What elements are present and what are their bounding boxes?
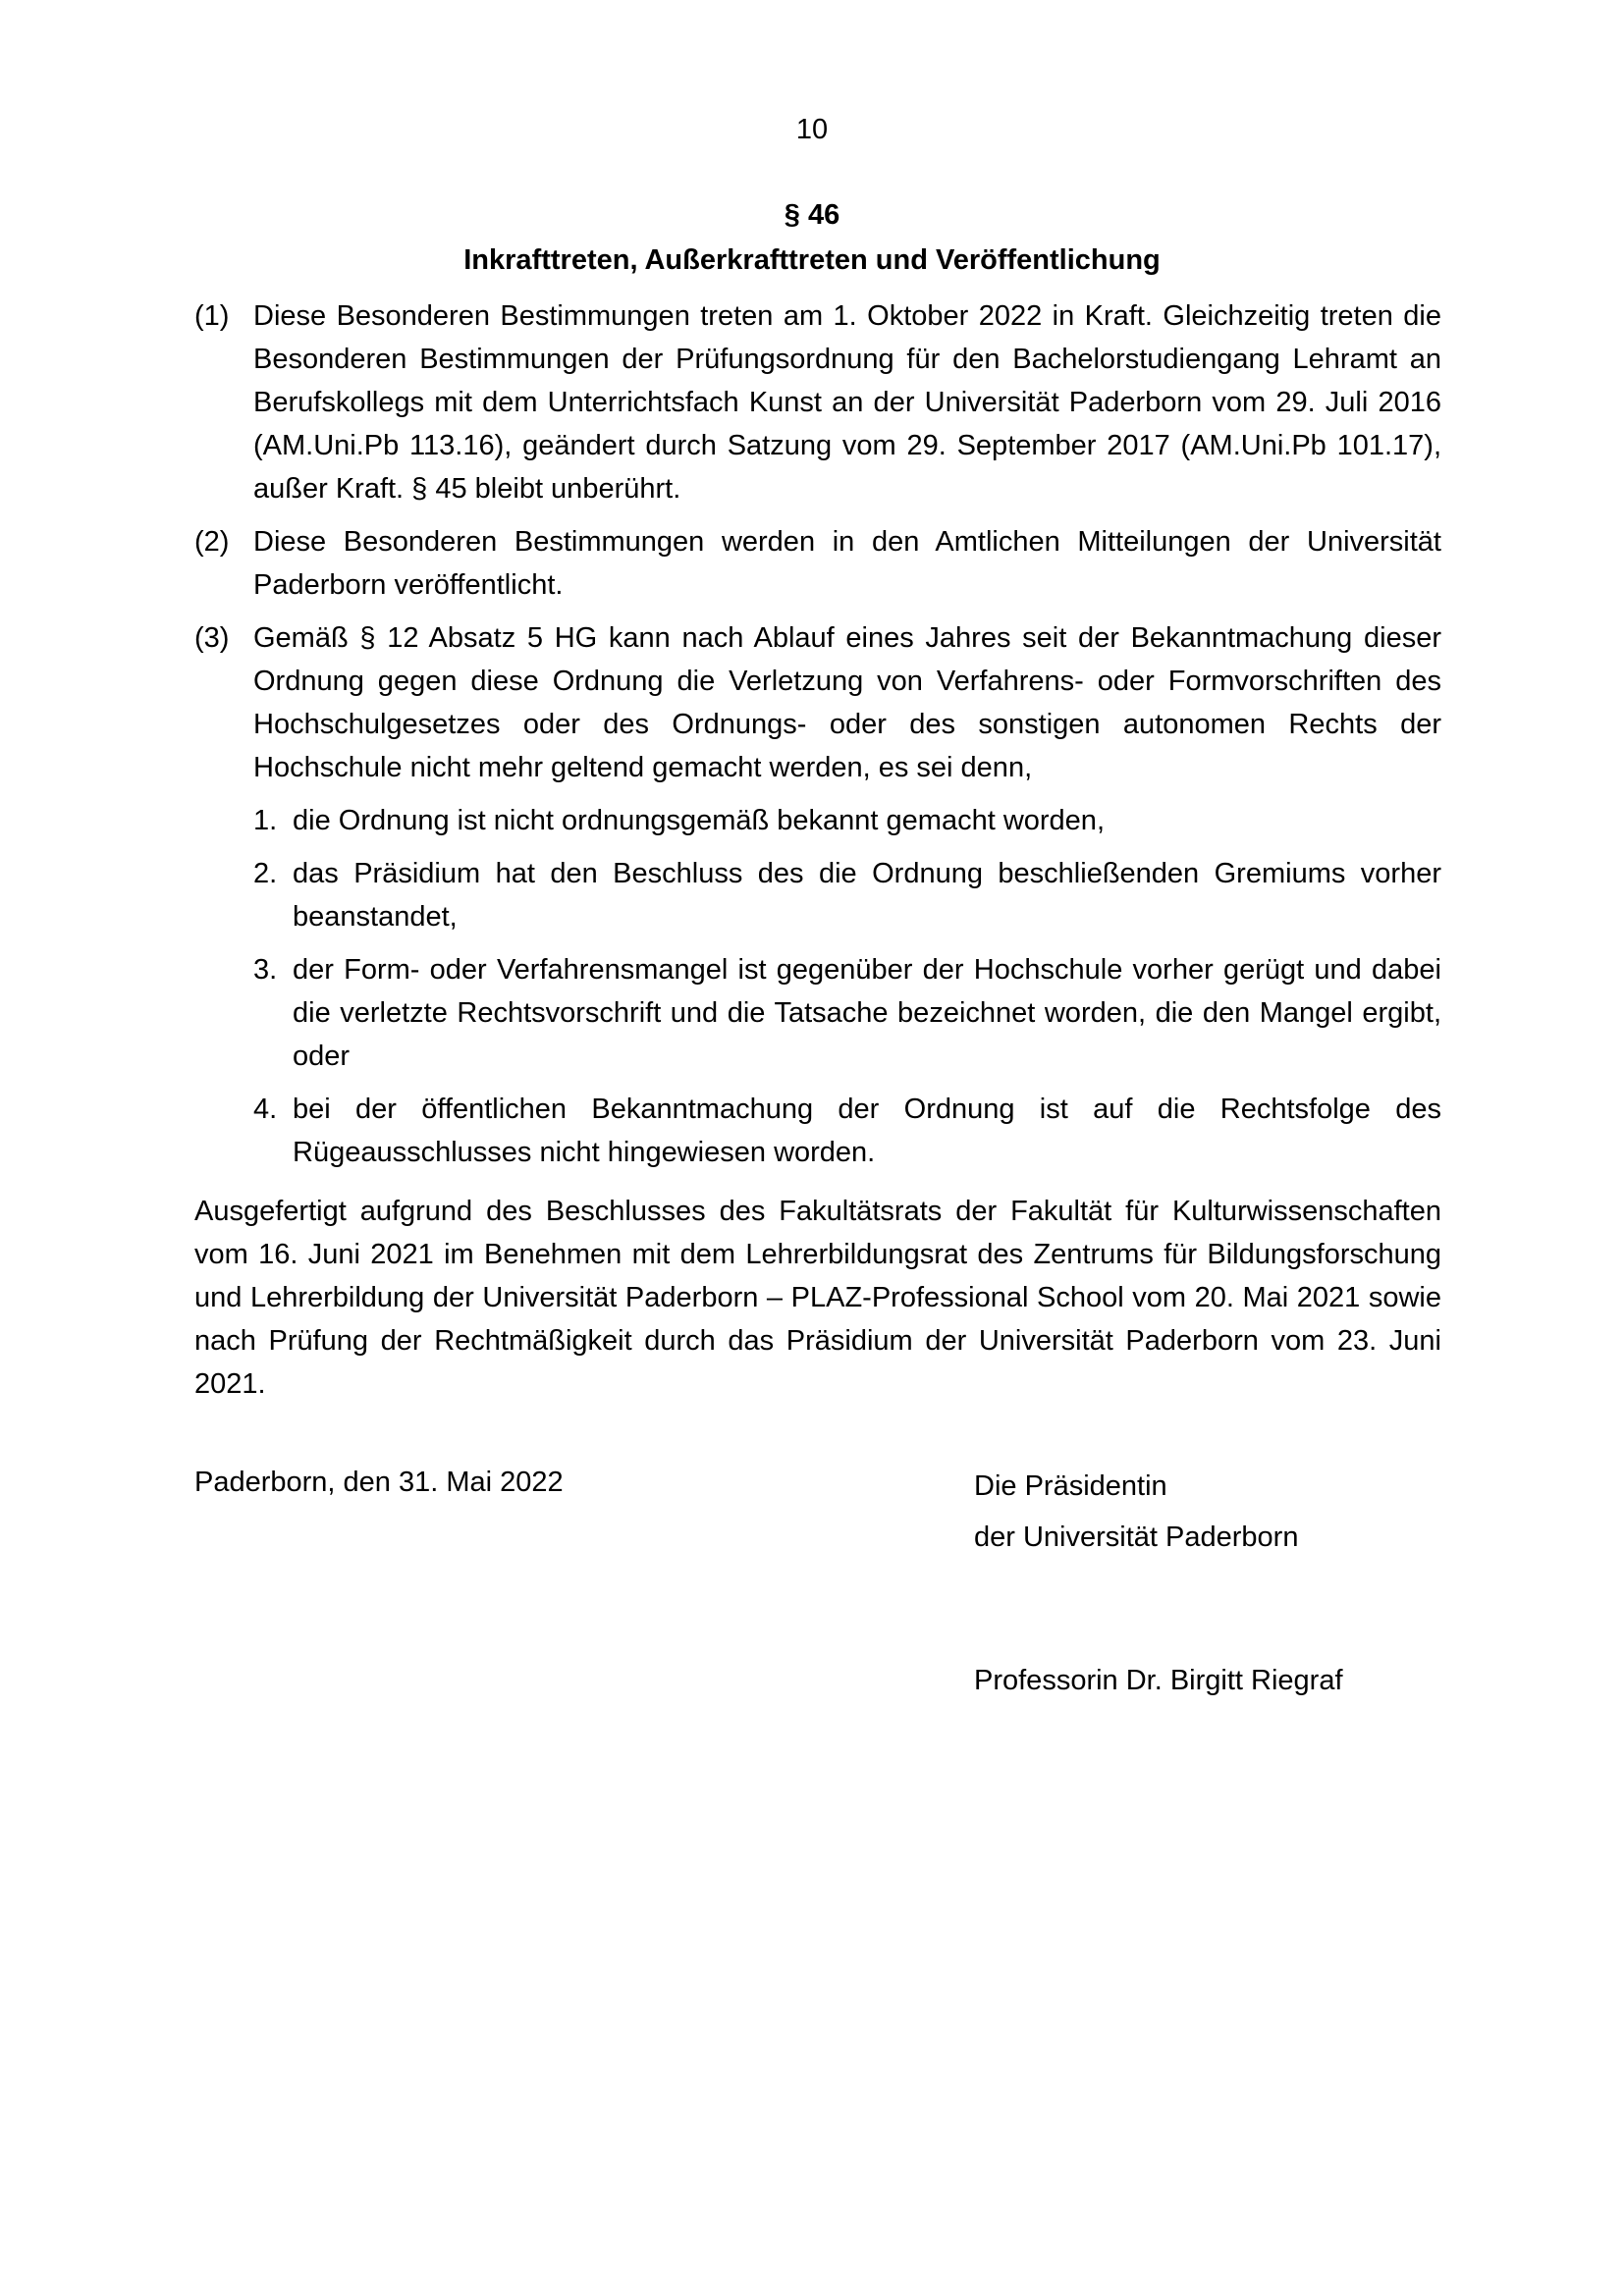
page-number: 10 — [795, 114, 829, 145]
list-item-text: bei der öffentlichen Bekanntmachung der Ordnung ist auf die Rechtsfolge des Rügeausschlusses nicht hingewiesen worden. — [293, 1094, 1441, 1168]
section-title: Inkrafttreten, Außerkrafttreten und Veröffentlichung — [463, 244, 1161, 276]
paragraph-number: (2) — [194, 526, 230, 558]
place-date: Paderborn, den 31. Mai 2022 — [194, 1467, 564, 1498]
paragraph-text: Gemäß § 12 Absatz 5 HG kann nach Ablauf eines Jahres seit der Bekanntmachung dieser Ordnung gegen diese Ordnung die Verletzung von Verfahrens- oder Formvorschriften des Hochschulgesetzes oder des Ordnungs- oder des sonstigen autonomen Rechts der Hochschule nicht mehr geltend gemacht werden, es sei denn, — [253, 622, 1441, 783]
signer-name: Professorin Dr. Birgitt Riegraf — [974, 1665, 1343, 1696]
list-item-number: 4. — [253, 1094, 278, 1125]
paragraph-2 — [194, 520, 1441, 607]
list-item — [253, 799, 1441, 842]
section-heading — [0, 192, 1624, 283]
closing-statement: Ausgefertigt aufgrund des Beschlusses des Fakultätsrats der Fakultät für Kulturwissenschaften vom 16. Juni 2021 im Benehmen mit dem Lehrerbildungsrat des Zentrums für Bildungsforschung und Lehrerbildung der Universität Paderborn – PLAZ-Professional School vom 20. Mai 2021 sowie nach Prüfung der Rechtmäßigkeit durch das Präsidium der Universität Paderborn vom 23. Juni 2021. — [194, 1196, 1441, 1400]
exception-list — [253, 799, 1441, 1174]
paragraph-text: Diese Besonderen Bestimmungen treten am 1. Oktober 2022 in Kraft. Gleichzeitig treten die Besonderen Bestimmungen der Prüfungsordnung für den Bachelorstudiengang Lehramt an Berufskollegs mit dem Unterrichtsfach Kunst an der Universität Paderborn vom 29. Juli 2016 (AM.Uni.Pb 113.16), geändert durch Satzung vom 29. September 2017 (AM.Uni.Pb 101.17), außer Kraft. § 45 bleibt unberührt. — [253, 300, 1441, 505]
paragraph-3 — [194, 616, 1441, 1184]
paragraph-1 — [194, 294, 1441, 510]
list-item-text: das Präsidium hat den Beschluss des die Ordnung beschließenden Gremiums vorher beanstandet, — [293, 858, 1441, 933]
paragraph-number: (1) — [194, 300, 230, 332]
signer-block — [974, 1461, 1298, 1563]
signer-role: Die Präsidentin — [974, 1470, 1167, 1502]
list-item-number: 2. — [253, 858, 278, 889]
signer-institution: der Universität Paderborn — [974, 1522, 1299, 1553]
section-number: § 46 — [784, 199, 840, 231]
section-body — [194, 294, 1441, 1194]
list-item-text: die Ordnung ist nicht ordnungsgemäß bekannt gemacht worden, — [293, 805, 1105, 836]
paragraph-number: (3) — [194, 622, 230, 654]
list-item-text: der Form- oder Verfahrensmangel ist gegenüber der Hochschule vorher gerügt und dabei die verletzte Rechtsvorschrift und die Tatsache bezeichnet worden, die den Mangel ergibt, oder — [293, 954, 1441, 1072]
paragraph-text: Diese Besonderen Bestimmungen werden in den Amtlichen Mitteilungen der Universität Paderborn veröffentlicht. — [253, 526, 1441, 601]
list-item — [253, 948, 1441, 1078]
list-item-number: 1. — [253, 805, 278, 836]
list-item — [253, 852, 1441, 938]
paragraph-block — [253, 616, 1441, 1184]
list-item — [253, 1088, 1441, 1174]
list-item-number: 3. — [253, 954, 278, 986]
